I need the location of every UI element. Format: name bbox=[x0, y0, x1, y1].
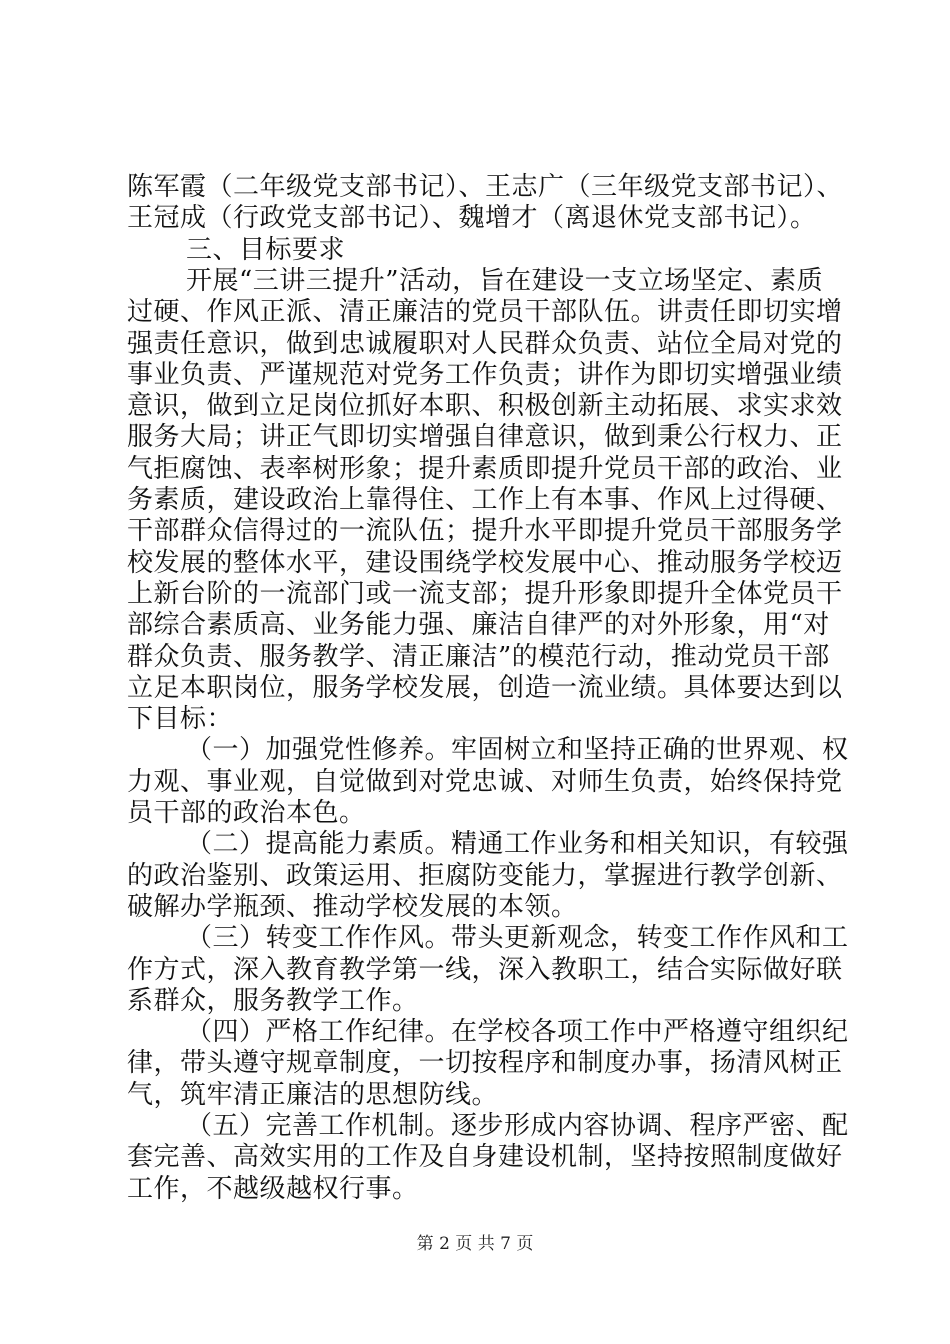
list-item-line: （四）严格工作纪律。在学校各项工作中严格遵守组织纪 bbox=[186, 1017, 849, 1047]
body-line: 服务大局；讲正气即切实增强自律意识，做到秉公行权力、正 bbox=[127, 422, 843, 452]
body-line: 事业负责、严谨规范对党务工作负责；讲作为即切实增强业绩 bbox=[127, 360, 843, 390]
page-footer bbox=[0, 1232, 950, 1256]
body-line: 务素质，建设政治上靠得住、工作上有本事、作风上过得硬、 bbox=[127, 485, 843, 515]
body-line: 套完善、高效实用的工作及自身建设机制，坚持按照制度做好 bbox=[127, 1142, 843, 1172]
body-line: 员干部的政治本色。 bbox=[127, 798, 366, 828]
body-line: 气拒腐蚀、表率树形象；提升素质即提升党员干部的政治、业 bbox=[127, 454, 843, 484]
body-line: 下目标： bbox=[127, 704, 234, 734]
list-item-line: （五）完善工作机制。逐步形成内容协调、程序严密、配 bbox=[186, 1111, 849, 1141]
body-line: 系群众，服务教学工作。 bbox=[127, 986, 419, 1016]
body-line: 校发展的整体水平，建设围绕学校发展中心、推动服务学校迈 bbox=[127, 548, 843, 578]
page-number-label: 第 2 页 共 7 页 bbox=[416, 1234, 534, 1254]
body-line: 开展“三讲三提升”活动，旨在建设一支立场坚定、素质 bbox=[186, 266, 824, 296]
body-line: 律，带头遵守规章制度，一切按程序和制度办事，扬清风树正 bbox=[127, 1048, 843, 1078]
list-item-line: （二）提高能力素质。精通工作业务和相关知识，有较强 bbox=[186, 829, 849, 859]
body-line: 破解办学瓶颈、推动学校发展的本领。 bbox=[127, 892, 578, 922]
body-line: 部综合素质高、业务能力强、廉洁自律严的对外形象，用“对 bbox=[127, 610, 830, 640]
body-line: 气，筑牢清正廉洁的思想防线。 bbox=[127, 1080, 499, 1110]
body-line: 力观、事业观，自觉做到对党忠诚、对师生负责，始终保持党 bbox=[127, 767, 843, 797]
list-item-line: （三）转变工作作风。带头更新观念，转变工作作风和工 bbox=[186, 923, 849, 953]
body-line: 强责任意识，做到忠诚履职对人民群众负责、站位全局对党的 bbox=[127, 329, 843, 359]
body-line: 过硬、作风正派、清正廉洁的党员干部队伍。讲责任即切实增 bbox=[127, 297, 843, 327]
body-line: 立足本职岗位，服务学校发展，创造一流业绩。具体要达到以 bbox=[127, 673, 843, 703]
body-line: 陈军霞（二年级党支部书记）、王志广（三年级党支部书记）、 bbox=[127, 172, 844, 202]
body-line: 意识，做到立足岗位抓好本职、积极创新主动拓展、求实求效 bbox=[127, 391, 843, 421]
body-line: 群众负责、服务教学、清正廉洁”的模范行动，推动党员干部 bbox=[127, 642, 830, 672]
list-item-line: （一）加强党性修养。牢固树立和坚持正确的世界观、权 bbox=[186, 735, 849, 765]
body-line: 作方式，深入教育教学第一线，深入教职工，结合实际做好联 bbox=[127, 955, 843, 985]
section-heading: 三、目标要求 bbox=[186, 235, 346, 265]
body-line: 上新台阶的一流部门或一流支部；提升形象即提升全体党员干 bbox=[127, 579, 843, 609]
body-line: 的政治鉴别、政策运用、拒腐防变能力，掌握进行教学创新、 bbox=[127, 861, 843, 891]
body-line: 王冠成（行政党支部书记）、魏增才（离退休党支部书记）。 bbox=[127, 203, 817, 233]
body-line: 工作，不越级越权行事。 bbox=[127, 1174, 419, 1204]
body-line: 干部群众信得过的一流队伍；提升水平即提升党员干部服务学 bbox=[127, 516, 843, 546]
